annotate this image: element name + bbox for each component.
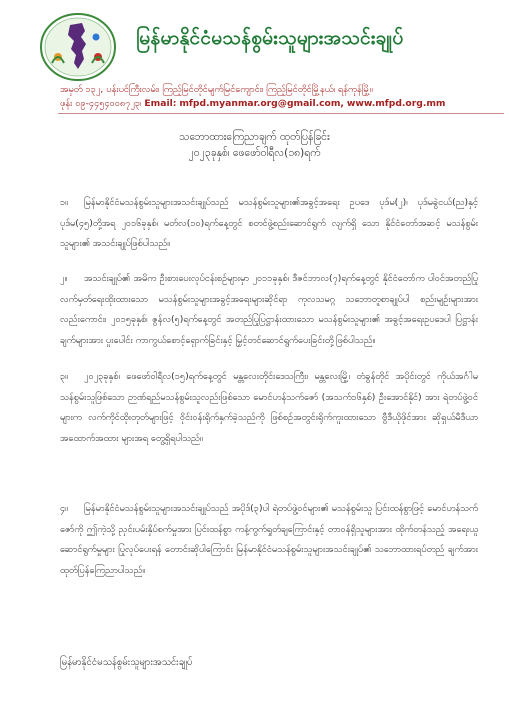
website-link[interactable]: www.mfpd.org.mm bbox=[346, 98, 446, 109]
paragraph-1 bbox=[60, 193, 478, 255]
signature: မြန်မာနိုင်ငံမသန်စွမ်းသူများအသင်းချုပ် bbox=[60, 657, 193, 668]
paragraph-2 bbox=[60, 269, 478, 351]
statement-date: ၂၀၂၃ခုနှစ်၊ ဖေဖော်ဝါရီလ(၁၈)ရက် bbox=[188, 147, 321, 159]
paragraph-text: အသင်းချုပ်၏ အမိက ဦးစားပေးလုပ်ငန်းစဉ်များမှာ ၂၀၁၁ခုနှစ်၊ ဒီဇင်ဘာလ(၇)ရက်နေ့တွင် နိုင်ငံတော်က ပါဝင်အတည်ပြုလက်မှတ်ရေးထိုးထားသော မသန်စွမ်းသူများအခွင့်အရေးများဆိုင်ရာ ကုလသမဂ္ဂ သဘောတူစာချုပ်ပါ စည်းမျဉ်းများအားလည်းကောင်း၊ ၂၀၁၅ခုနှစ်၊ ဇွန်လ(၅)ရက်နေ့တွင် အတည်ပြုပြဋ္ဌာန်းထားသော မသန်စွမ်းသူများ၏ အခွင့်အရေးဥပဒေပါ ပြဋ္ဌာန်းချက်များအား ပူးပေါင်း ကာကွယ်စောင့်ရှောက်ခြင်းနှင့် မြှင့်တင်ဆောင်ရွက်ပေးခြင်းတို့ဖြစ်ပါသည်။ bbox=[60, 273, 478, 346]
address-line: အမှတ် ၁၃၂, ပန်းပင်ကြီးလမ်း၊ ကြည့်မြင်တိုင်မျက်မြင်ကျောင်း၊ ကြည့်မြင်တိုင်မြို့နယ်၊ ရန်ကုန်မြို့။ bbox=[60, 84, 373, 95]
paragraph-3 bbox=[60, 367, 478, 449]
paragraph-number: ၁။ bbox=[60, 197, 68, 208]
organization-logo bbox=[38, 11, 118, 83]
paragraph-number: ၂။ bbox=[60, 273, 68, 284]
email-label: Email: bbox=[144, 98, 177, 109]
contact-line bbox=[60, 98, 500, 111]
statement-title: သဘောထားကြေညာချက် ထုတ်ပြန်ခြင်း bbox=[179, 131, 330, 143]
paragraph-number: ၃။ bbox=[60, 371, 68, 382]
paragraph-text: မြန်မာနိုင်ငံမသန်စွမ်းသူများအသင်းချုပ်သည် အပိုဒ်(၃)ပါ ရဲတပ်ဖွဲ့ဝင်များ၏ မသန်စွမ်းသူ ပြင်းထန်စွာဖြင့် မောင်ဟန်သက်ဇော်ကို ဤကဲ့သို့ ညှင်းပမ်းနှိပ်စက်မှုအား ပြင်းထန်စွာ ကန့်ကွက်ရှုတ်ချကြောင်းနှင့် တာဝန်ရှိသူများအား ထိုက်တန်သည့် အရေးယူဆောင်ရွက်မှုများ ပြုလုပ်ပေးရန် တောင်းဆိုပါကြောင်း မြန်မာနိုင်ငံမသန်စွမ်းသူများအသင်းချုပ်၏ သဘောထားရပ်တည် ချက်အား ထုတ်ပြန်ကြေညာပါသည်။ bbox=[60, 503, 478, 576]
email-link[interactable]: mfpd.myanmar.org@gmail.com, bbox=[179, 98, 344, 109]
paragraph-text: မြန်မာနိုင်ငံမသန်စွမ်းသူများအသင်းချုပ်သည် မသန်စွမ်းသူများ၏အခွင့်အရေး ဥပဒေ ပုဒ်မ(၂)၊ ပုဒ်မခွဲငယ်(ည)နှင့် ပုဒ်မ(၄၅)တို့အရ ၂၀၁၆ခုနှစ်၊ မတ်လ(၁၀)ရက်နေ့တွင် စတင်ဖွဲ့စည်းဆောင်ရွက် လျက်ရှိ သော နိုင်ငံတော်အဆင့် မသန်စွမ်းသူများ၏ အသင်းချုပ်ဖြစ်ပါသည်။ bbox=[60, 197, 478, 249]
paragraph-4 bbox=[60, 499, 478, 581]
organization-name: မြန်မာနိုင်ငံမသန်စွမ်းသူများအသင်းချုပ် bbox=[136, 27, 404, 49]
header-divider bbox=[58, 113, 504, 114]
paragraph-text: ၂၀၂၃ခုနှစ်၊ ဖေဖော်ဝါရီလ(၁၅)ရက်နေ့တွင် မန္တလေးတိုင်းဒေသကြီး၊ မန္တလေးမြို့၊ တံခွန်တိုင် အပိုင်းတွင် ကိုယ်အင်္ဂါမသန်စွမ်းသူဖြစ်သော ဉာဏ်ရည်မသန်စွမ်းသူလည်းဖြစ်သော မောင်ဟန်သက်ဇော် (အသက်၁၆နှစ်) ဦးအောင်နိုင်) အား ရဲတပ်ဖွဲ့ဝင်များက လက်ကိုင်ထိုးတုတ်များဖြင့် ဝိုင်းဝန်းရိုက်နှက်ခဲ့သည်ကို ဖြစ်စဉ်အတွင်းရိုက်ကူးထားသော ဗွီဒီယိုဖိုင်အား ဆိုရှယ်မီဒီယာ အထောက်အထား များအရ တွေ့ရှိရပါသည်။ bbox=[60, 371, 478, 444]
phone-text: ဖုန်း ၀၉-၄၄၅၄၀၀၈၇၂၃၊ bbox=[60, 98, 142, 109]
paragraph-number: ၄။ bbox=[60, 503, 68, 514]
